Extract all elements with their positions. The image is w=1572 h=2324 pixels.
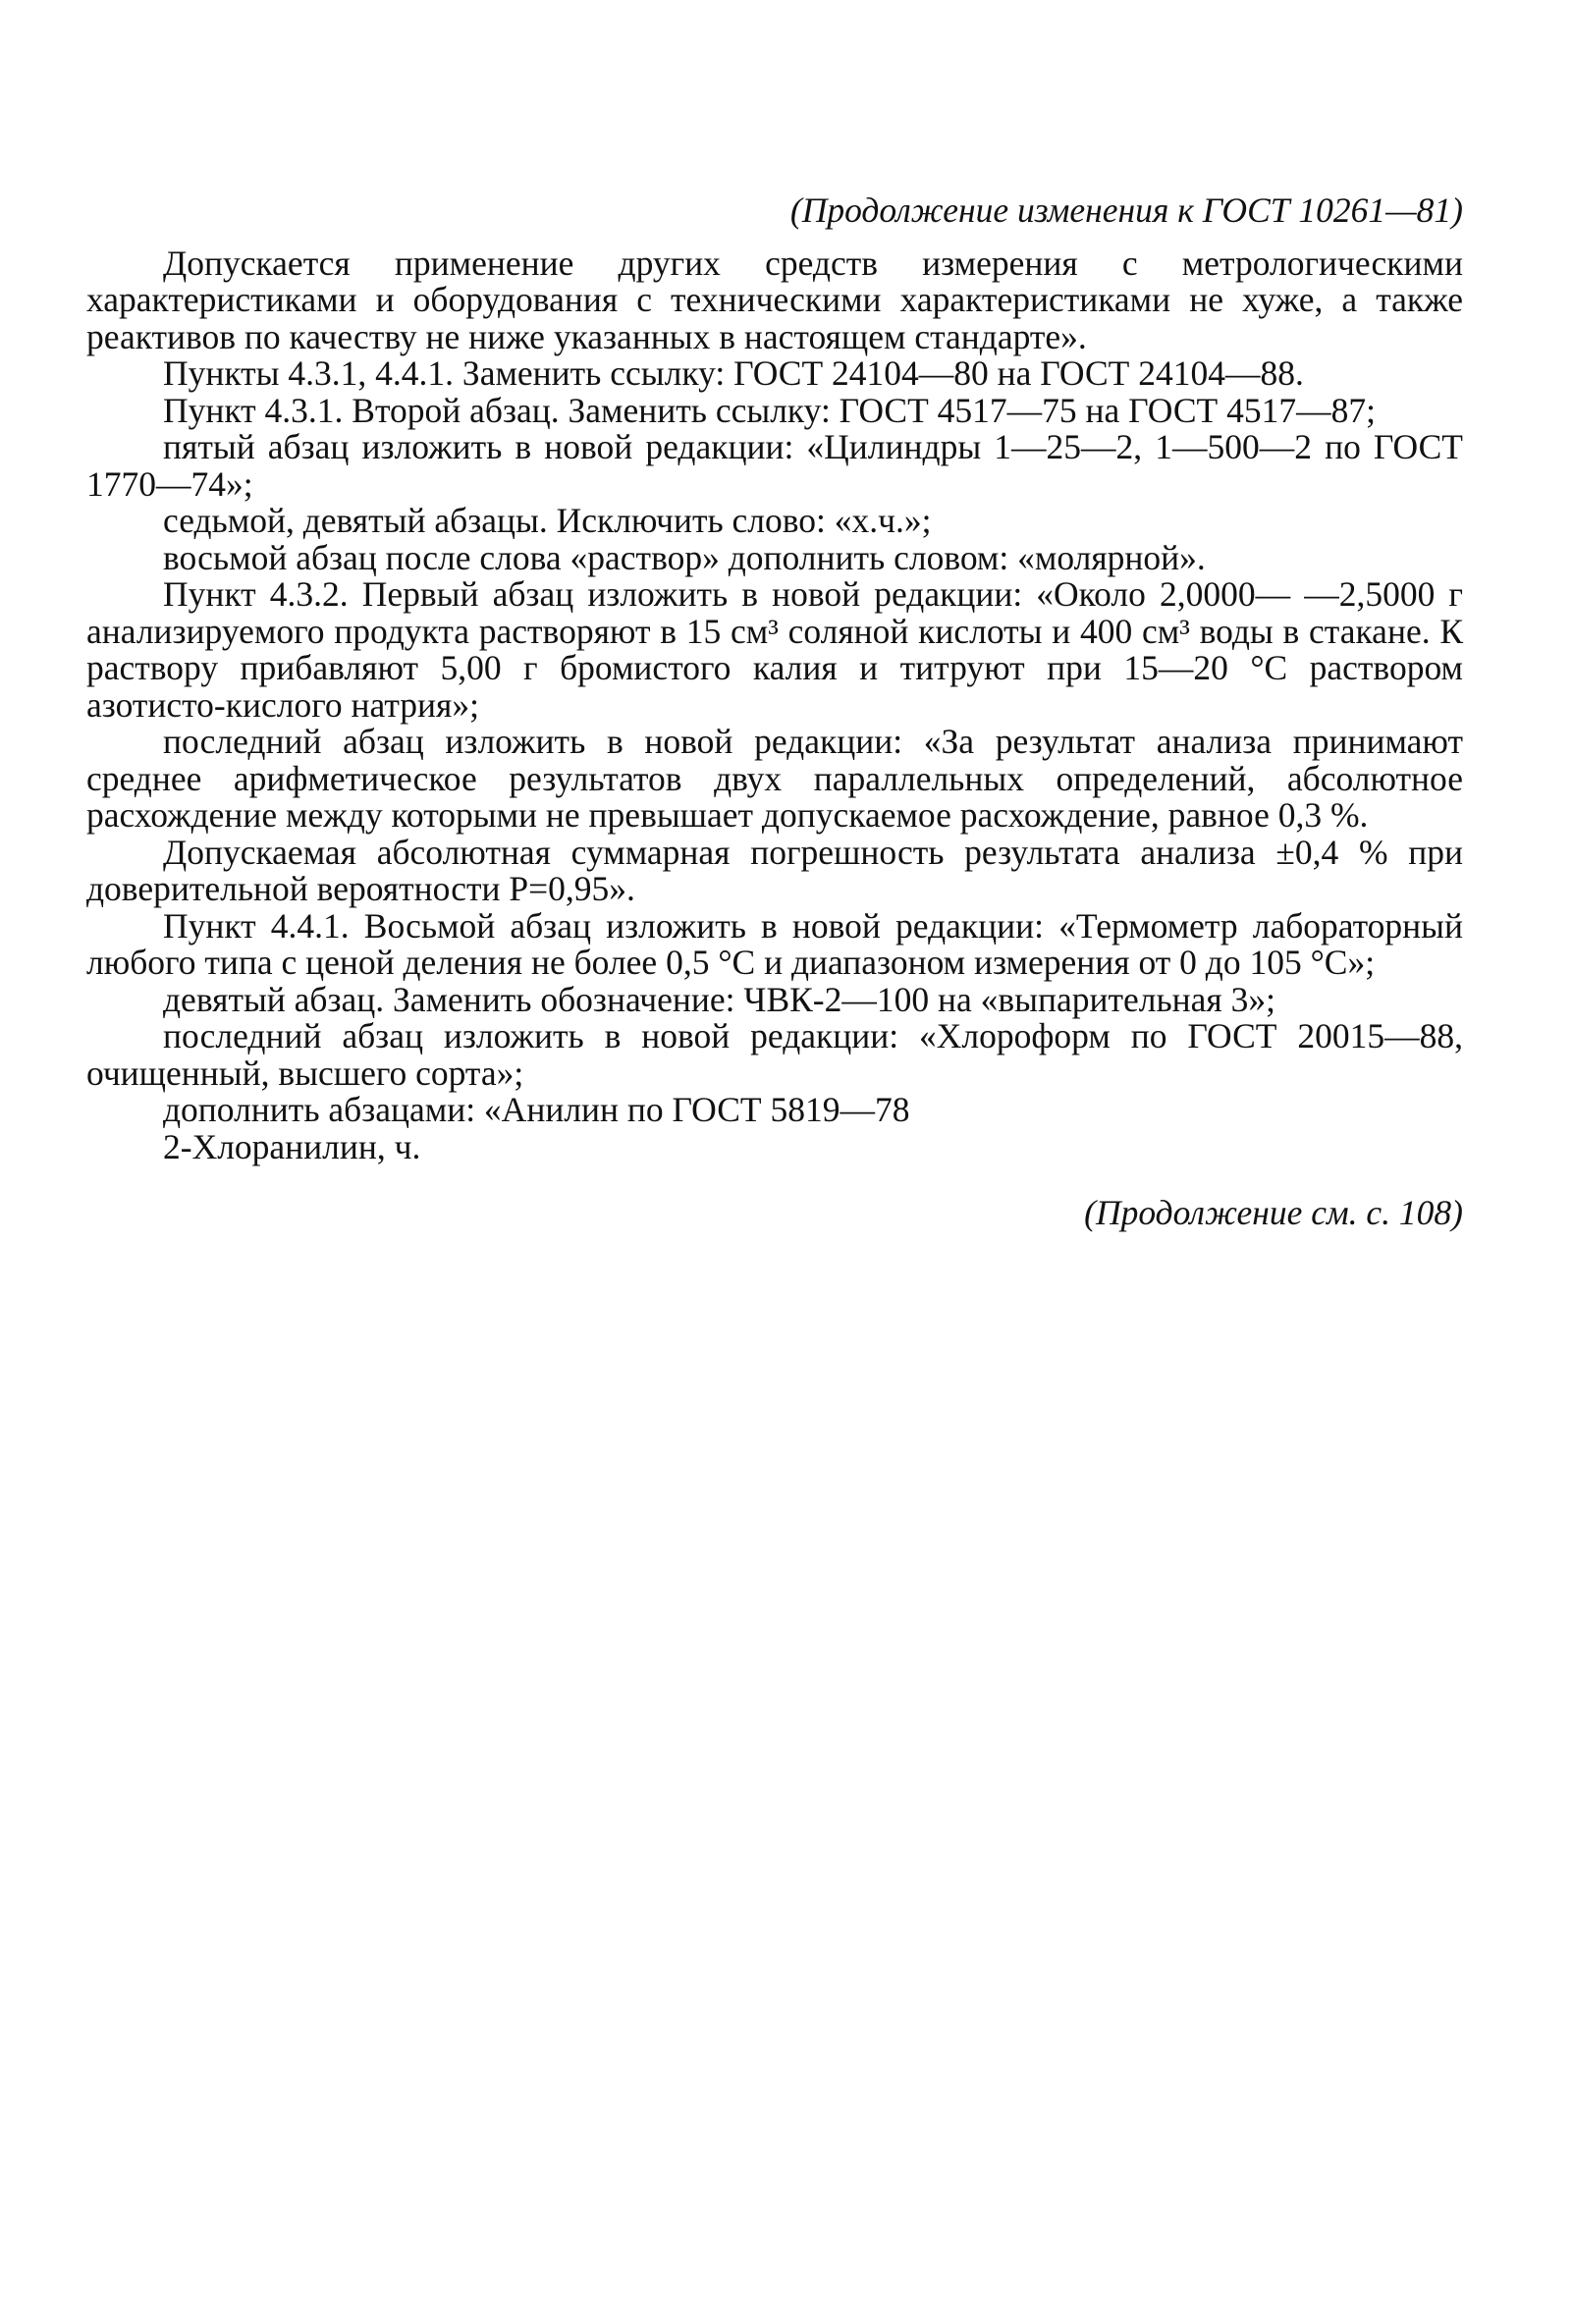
paragraph: Пункт 4.4.1. Восьмой абзац изложить в новой редакции: «Термометр лабораторный любого типа с ценой деления не более 0,5 °С и диапазоном измерения от 0 до 105 °С»; <box>86 905 1463 982</box>
paragraph: Допускаемая абсолютная суммарная погрешность результата анализа ±0,4 % при доверительной вероятности P=0,95». <box>86 832 1463 908</box>
continuation-footer: (Продолжение см. с. 108) <box>1084 1193 1463 1232</box>
continuation-header: (Продолжение изменения к ГОСТ 10261—81) <box>789 190 1463 230</box>
paragraph: последний абзац изложить в новой редакции: «Хлороформ по ГОСТ 20015—88, очищенный, высшего сорта»; <box>86 1016 1463 1093</box>
paragraph: последний абзац изложить в новой редакции: «За результат анализа принимают среднее арифметическое результатов двух параллельных определений, абсолютное расхождение между которыми не превышает допускаемое расхождение, равное 0,3 %. <box>86 722 1463 835</box>
paragraph: пятый абзац изложить в новой редакции: «Цилиндры 1—25—2, 1—500—2 по ГОСТ 1770—74»; <box>86 427 1463 504</box>
paragraph: Пункты 4.3.1, 4.4.1. Заменить ссылку: ГОСТ 24104—80 на ГОСТ 24104—88. <box>163 353 1304 393</box>
paragraph: восьмой абзац после слова «раствор» дополнить словом: «молярной». <box>163 537 1206 577</box>
paragraph: дополнить абзацами: «Анилин по ГОСТ 5819—78 <box>163 1090 910 1129</box>
paragraph: Пункт 4.3.2. Первый абзац изложить в новой редакции: «Около 2,0000— —2,5000 г анализируемого продукта растворяют в 15 см³ соляной кислоты и 400 см³ воды в стакане. К раствору прибавляют 5,00 г бромистого калия и титруют при 15—20 °С раствором азотисто-кислого натрия»; <box>86 574 1463 725</box>
document-body <box>86 192 1463 1232</box>
paragraph: седьмой, девятый абзацы. Исключить слово: «х.ч.»; <box>163 501 932 540</box>
paragraph: Допускается применение других средств измерения с метрологическими характеристиками и оборудования с техническими характеристиками не хуже, а также реактивов по качеству не ниже указанных в настоящем стандарте». <box>86 243 1463 356</box>
paragraph: 2-Хлоранилин, ч. <box>163 1126 421 1166</box>
paragraph: Пункт 4.3.1. Второй абзац. Заменить ссылку: ГОСТ 4517—75 на ГОСТ 4517—87; <box>163 390 1376 430</box>
paragraph: девятый абзац. Заменить обозначение: ЧВК-2—100 на «выпарительная 3»; <box>163 979 1276 1019</box>
